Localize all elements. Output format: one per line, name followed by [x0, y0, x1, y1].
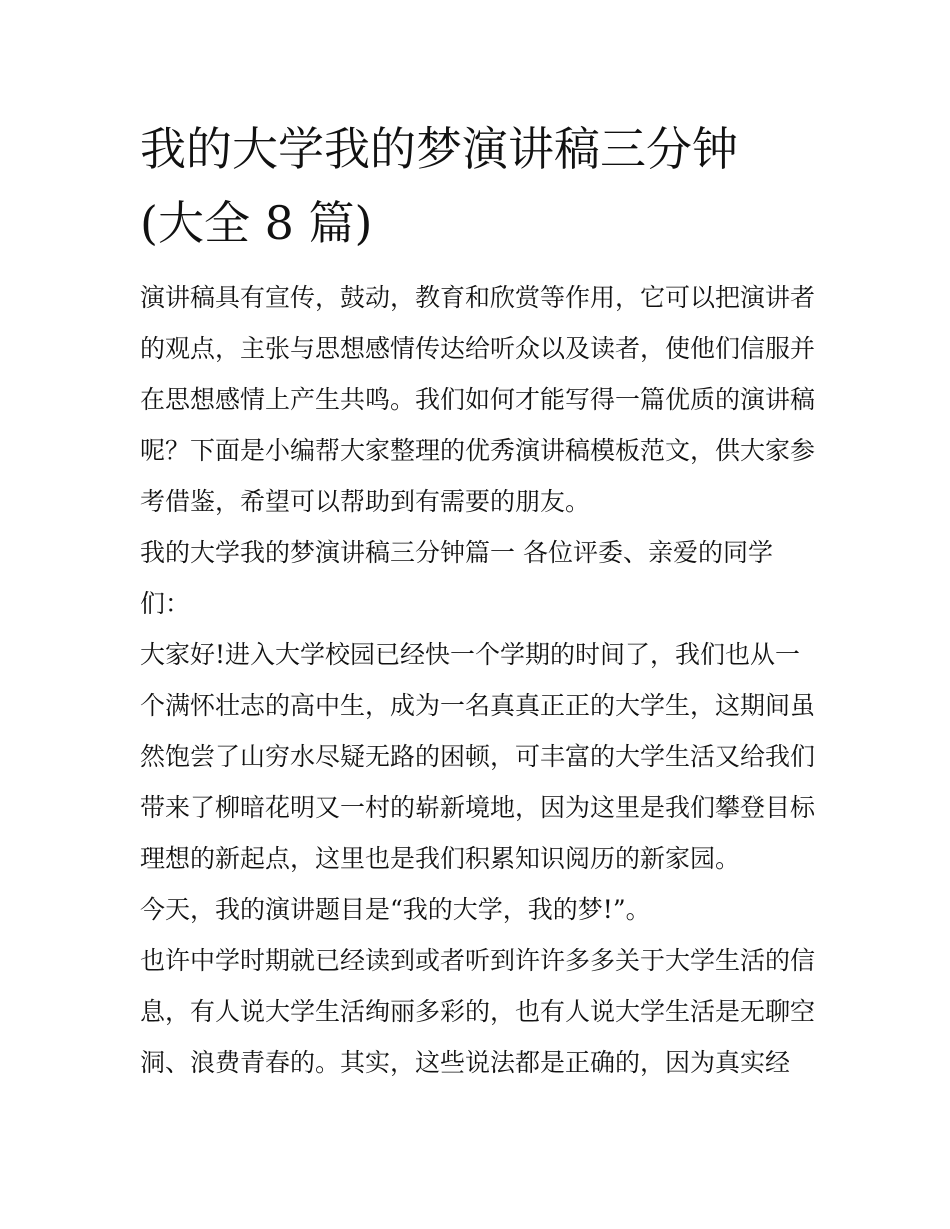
body-line: 在思想感情上产生共鸣。我们如何才能写得一篇优质的演讲稿	[140, 385, 816, 414]
body-line: 今天，我的演讲题目是“我的大学，我的梦!”。	[140, 895, 651, 924]
body-line: 演讲稿具有宣传，鼓动，教育和欣赏等作用，它可以把演讲者	[140, 283, 816, 312]
body-line: 们：	[140, 589, 191, 618]
body-line: 呢？下面是小编帮大家整理的优秀演讲稿模板范文，供大家参	[140, 436, 816, 465]
body-line: 个满怀壮志的高中生，成为一名真真正正的大学生，这期间虽	[140, 691, 816, 720]
body-line: 也许中学时期就已经读到或者听到许许多多关于大学生活的信	[140, 946, 816, 975]
body-line: 考借鉴，希望可以帮助到有需要的朋友。	[140, 487, 591, 516]
body-line: 然饱尝了山穷水尽疑无路的困顿，可丰富的大学生活又给我们	[140, 742, 816, 771]
body-line: 理想的新起点，这里也是我们积累知识阅历的新家园。	[140, 844, 741, 873]
body-line: 的观点，主张与思想感情传达给听众以及读者，使他们信服并	[140, 334, 816, 363]
body-line: 带来了柳暗花明又一村的崭新境地，因为这里是我们攀登目标	[140, 793, 816, 822]
body-line: 洞、浪费青春的。其实，这些说法都是正确的，因为真实经	[140, 1048, 791, 1077]
body-line: 大家好!进入大学校园已经快一个学期的时间了，我们也从一	[140, 640, 801, 669]
document-title	[140, 112, 820, 260]
body-line: 我的大学我的梦演讲稿三分钟篇一 各位评委、亲爱的同学	[140, 538, 773, 567]
body-line: 息，有人说大学生活绚丽多彩的，也有人说大学生活是无聊空	[140, 997, 816, 1026]
title-line-1: 我的大学我的梦演讲稿三分钟	[140, 122, 738, 176]
document-body	[140, 272, 815, 1088]
title-line-2: (大全 8 篇)	[140, 196, 373, 250]
